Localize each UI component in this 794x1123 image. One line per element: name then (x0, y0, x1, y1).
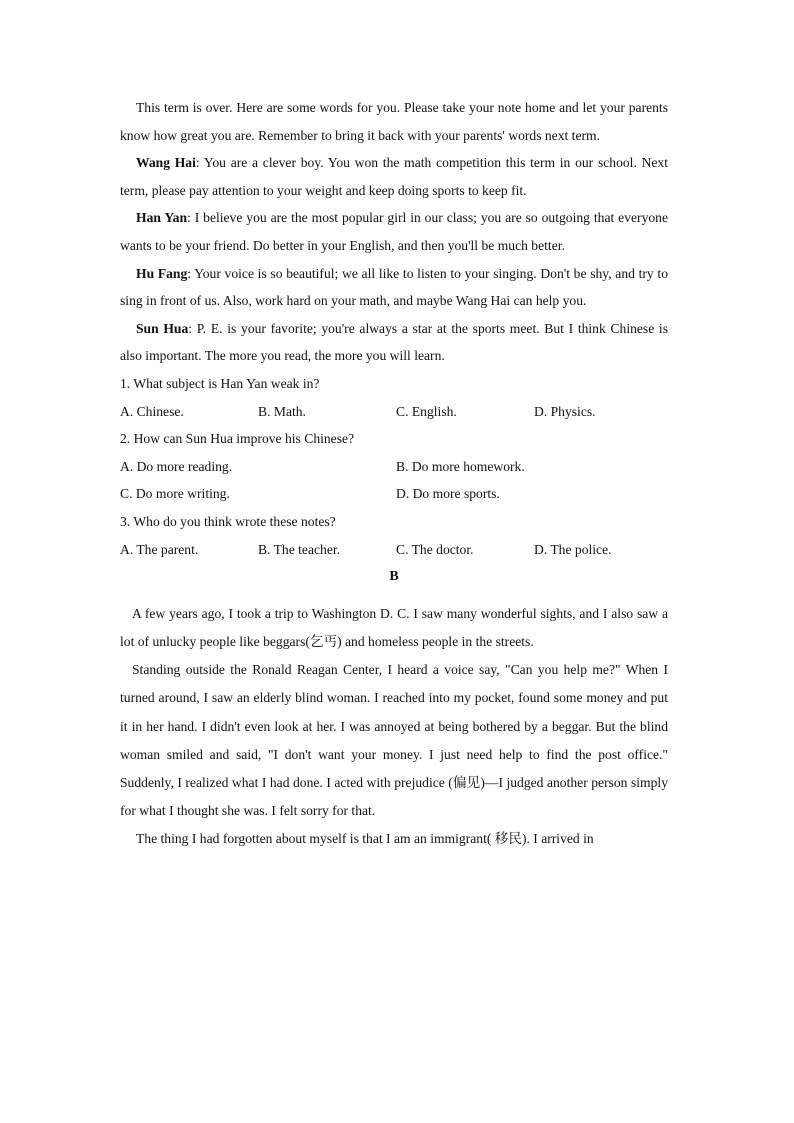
note-name: Sun Hua (136, 320, 189, 336)
note-text: : You are a clever boy. You won the math competition this term in our school. Next term, please pay attention to your weight and keep doing sports to keep fit. (120, 155, 669, 198)
option-b: B. Do more homework. (396, 458, 525, 474)
note-text: : P. E. is your favorite; you're always a star at the sports meet. But I think Chinese is also important. The more you read, the more you will learn. (120, 320, 668, 364)
option-a: A. Chinese. (120, 403, 184, 419)
passage-b-paragraph-3: The thing I had forgotten about myself is that I am an immigrant( 移民). I arrived in (136, 831, 594, 847)
option-a: A. The parent. (120, 541, 199, 557)
option-d: D. Do more sports. (396, 486, 500, 502)
note-name: Wang Hai (136, 155, 196, 171)
option-b: B. Math. (258, 403, 306, 419)
document-page (120, 94, 668, 854)
intro-paragraph: This term is over. Here are some words for you. Please take your note home and let your parents know how great you are. Remember to bring it back with your parents' words next term. (120, 100, 668, 143)
option-d: D. Physics. (534, 403, 596, 419)
question-3: 3. Who do you think wrote these notes? (120, 513, 336, 529)
option-a: A. Do more reading. (120, 458, 233, 474)
note-text: : Your voice is so beautiful; we all like to listen to your singing. Don't be shy, and try to sing in front of us. Also, work hard on your math, and maybe Wang Hai can help you. (120, 265, 668, 309)
passage-b-paragraph-1: A few years ago, I took a trip to Washington D. C. I saw many wonderful sights, and I also saw a lot of unlucky people like beggars(乞丐) and homeless people in the streets. (120, 605, 668, 649)
section-heading: B (389, 569, 399, 585)
option-c: C. English. (396, 403, 457, 419)
question-1-options (120, 398, 668, 426)
option-b: B. The teacher. (258, 541, 341, 557)
note-hu-fang (120, 260, 668, 315)
note-wang-hai (120, 149, 668, 204)
note-name: Hu Fang (136, 265, 188, 281)
question-2: 2. How can Sun Hua improve his Chinese? (120, 431, 355, 447)
option-c: C. The doctor. (396, 541, 474, 557)
question-1: 1. What subject is Han Yan weak in? (120, 375, 320, 391)
option-c: C. Do more writing. (120, 486, 230, 502)
option-d: D. The police. (534, 541, 612, 557)
note-name: Han Yan (136, 210, 188, 226)
question-2-options-row-1 (120, 453, 668, 481)
question-3-options (120, 536, 668, 564)
passage-b-paragraph-2: Standing outside the Ronald Reagan Center, I heard a voice say, "Can you help me?" When I turned around, I saw an elderly blind woman. I reached into my pocket, found some money and put it in her hand. I didn't even look at her. I was annoyed at being bothered by a beggar. But the blind woman smiled and said, "I don't want your money. I just need help to find the post office." Suddenly, I realized what I had done. I acted with prejudice (偏见)—I judged another person simply for what I thought she was. I felt sorry for that. (120, 662, 668, 819)
note-text: : I believe you are the most popular girl in our class; you are so outgoing that everyone wants to be your friend. Do better in your English, and then you'll be much better. (120, 210, 668, 253)
note-han-yan (120, 204, 668, 259)
note-sun-hua (120, 315, 668, 370)
question-2-options-row-2 (120, 480, 668, 508)
